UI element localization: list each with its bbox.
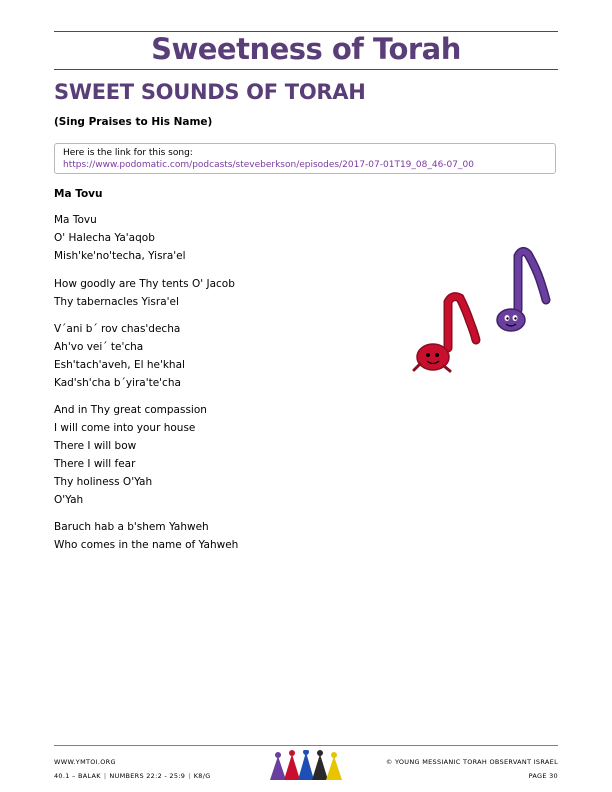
lyric-line: O' Halecha Ya'aqob [54, 232, 155, 244]
section-heading: SWEET SOUNDS OF TORAH [54, 80, 366, 104]
footer-website[interactable]: WWW.YMTOI.ORG [54, 758, 116, 766]
lyric-line: V´ani b´ rov chas'decha [54, 323, 181, 335]
stanza-4 [54, 401, 207, 509]
lyric-line: Thy tabernacles Yisra'el [54, 296, 179, 308]
footer-age: K8/G [193, 772, 211, 780]
page-title: Sweetness of Torah [151, 32, 461, 66]
stanza-3 [54, 320, 185, 392]
lyric-line: Esh'tach'aveh, El he'khal [54, 359, 185, 371]
lyric-line: O'Yah [54, 494, 84, 506]
lyric-line: Baruch hab a b'shem Yahweh [54, 521, 209, 533]
footer-reference: NUMBERS 22:2 - 25:9 [109, 772, 186, 780]
stanza-5 [54, 518, 238, 554]
purple-note-icon [497, 251, 546, 331]
stanza-1 [54, 211, 186, 265]
red-note-icon [414, 297, 476, 371]
footer-lesson: 40.1 – BALAK [54, 772, 101, 780]
lyric-line: There I will bow [54, 440, 137, 452]
lyric-line: Ma Tovu [54, 214, 97, 226]
lyric-line: Kad'sh'cha b´yira'te'cha [54, 377, 181, 389]
song-link[interactable]: https://www.podomatic.com/podcasts/steveberkson/episodes/2017-07-01T19_08_46-07_00 [63, 160, 474, 170]
lyric-line: And in Thy great compassion [54, 404, 207, 416]
lyric-line: Ah'vo vei´ te'cha [54, 341, 144, 353]
link-box [54, 143, 556, 174]
section-subheading: (Sing Praises to His Name) [54, 116, 213, 128]
stanza-2 [54, 275, 235, 311]
title-underline [54, 69, 558, 70]
lyric-line: I will come into your house [54, 422, 196, 434]
footer-rule [54, 745, 558, 746]
ymtoi-logo-icon [268, 750, 344, 782]
footer-right [386, 755, 558, 783]
footer-left: WWW.YMTOI.ORG 40.1 – BALAK | NUMBERS 22:2 - 25:9 | K8/G [54, 755, 211, 783]
footer-copyright: © YOUNG MESSIANIC TORAH OBSERVANT ISRAEL [385, 758, 558, 766]
lyric-line: Thy holiness O'Yah [54, 476, 153, 488]
link-label: Here is the link for this song: [63, 148, 193, 158]
lyric-line: There I will fear [54, 458, 136, 470]
lyric-line: How goodly are Thy tents O' Jacob [54, 278, 235, 290]
song-title: Ma Tovu [54, 188, 103, 200]
lyric-line: Mish'ke'no'techa, Yisra'el [54, 250, 186, 262]
music-notes-icon [400, 240, 560, 390]
footer-page-number: PAGE 30 [528, 772, 558, 780]
lyric-line: Who comes in the name of Yahweh [54, 539, 239, 551]
